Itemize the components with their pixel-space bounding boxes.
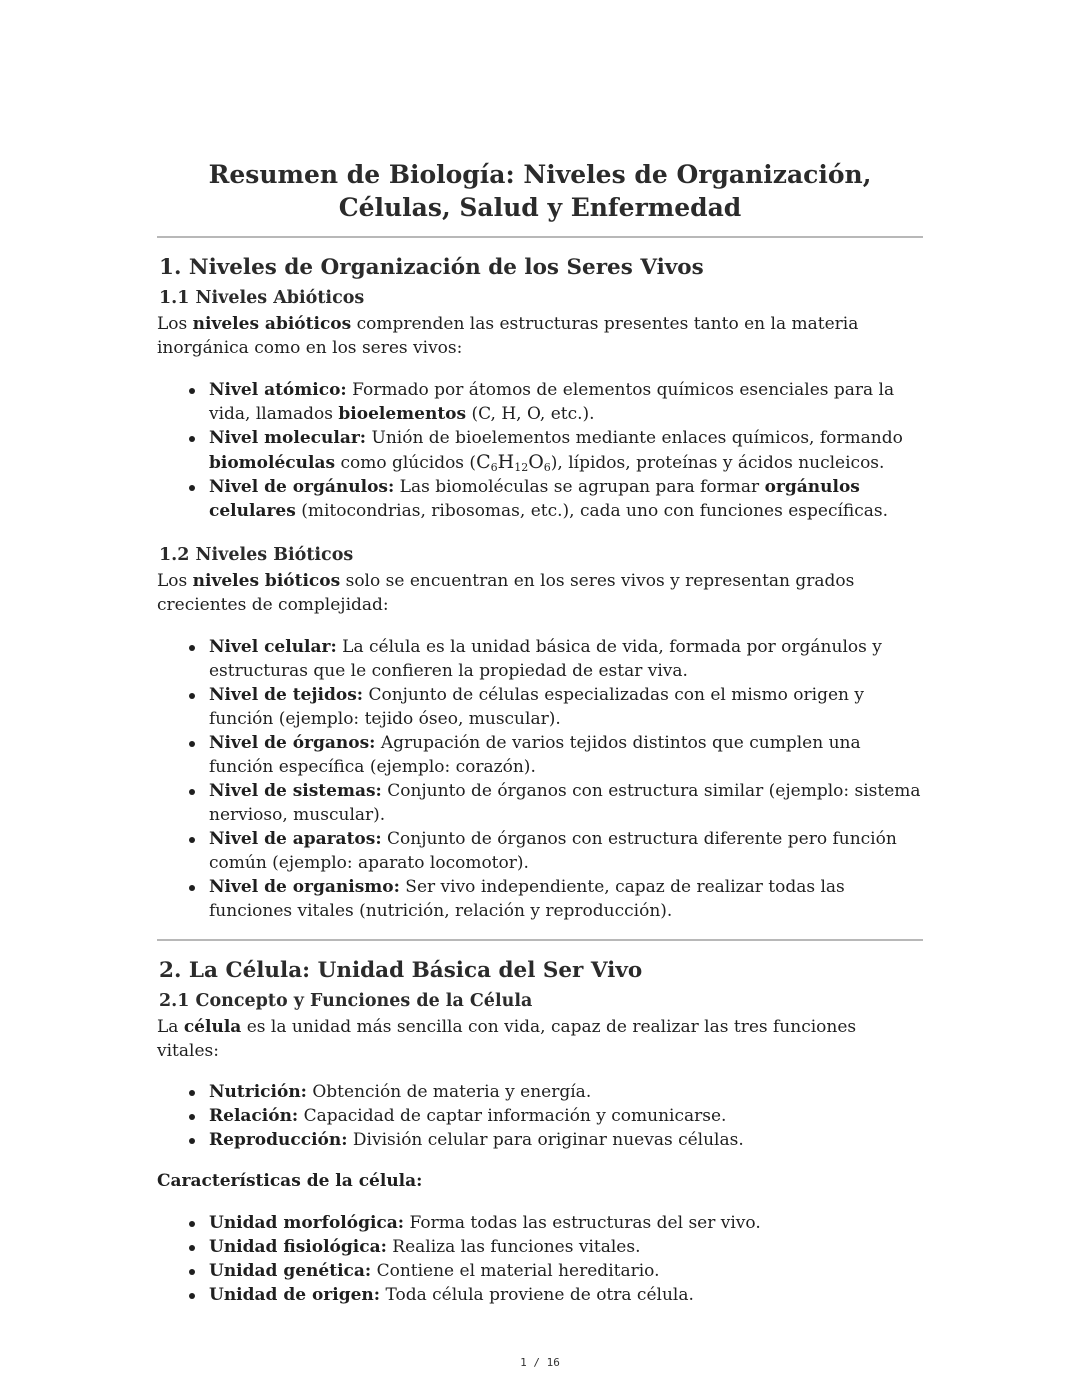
abiotic-levels-list	[157, 378, 923, 523]
list-item: Unidad de origen: Toda célula proviene de otra célula.	[209, 1283, 923, 1307]
list-item: Nivel celular: La célula es la unidad básica de vida, formada por orgánulos y estructuras que le confieren la propiedad de estar viva.	[209, 635, 923, 683]
list-item: Unidad morfológica: Forma todas las estructuras del ser vivo.	[209, 1211, 923, 1235]
list-item: Nivel atómico: Formado por átomos de elementos químicos esenciales para la vida, llamados bioelementos (C, H, O, etc.).	[209, 378, 923, 426]
list-item: Nivel de organismo: Ser vivo independiente, capaz de realizar todas las funciones vitales (nutrición, relación y reproducción).	[209, 875, 923, 923]
section-1-heading: 1. Niveles de Organización de los Seres Vivos	[159, 255, 704, 280]
section-divider	[157, 939, 923, 941]
subsection-1-1-heading: 1.1 Niveles Abióticos	[159, 288, 365, 308]
list-item: Unidad fisiológica: Realiza las funciones vitales.	[209, 1235, 923, 1259]
page-content	[157, 158, 923, 1307]
biotic-levels-list	[157, 635, 923, 923]
list-item: Nivel de sistemas: Conjunto de órganos con estructura similar (ejemplo: sistema nervioso, muscular).	[209, 779, 923, 827]
subsection-2-1-heading: 2.1 Concepto y Funciones de la Célula	[159, 991, 533, 1011]
list-item: Nivel de órganos: Agrupación de varios tejidos distintos que cumplen una función específica (ejemplo: corazón).	[209, 731, 923, 779]
subsection-1-1-intro: Los niveles abióticos comprenden las estructuras presentes tanto en la materia inorgánica como en los seres vivos:	[157, 314, 859, 358]
subsection-1-2-heading: 1.2 Niveles Bióticos	[159, 545, 354, 565]
list-item: Nivel de tejidos: Conjunto de células especializadas con el mismo origen y función (ejemplo: tejido óseo, muscular).	[209, 683, 923, 731]
list-item: Unidad genética: Contiene el material hereditario.	[209, 1259, 923, 1283]
glucose-formula: $C_6H_{12}O_6$	[476, 451, 551, 474]
cell-characteristics-heading: Características de la célula:	[157, 1171, 423, 1191]
list-item: Nivel molecular: Unión de bioelementos mediante enlaces químicos, formando biomoléculas como glúcidos $(C_6H_{12}O_6)$, lípidos, proteínas y ácidos nucleicos.	[209, 426, 923, 475]
section-2-heading: 2. La Célula: Unidad Básica del Ser Vivo	[159, 958, 643, 983]
page-number: 1 / 16	[520, 1356, 560, 1369]
title-divider	[157, 236, 923, 238]
list-item: Nivel de orgánulos: Las biomoléculas se agrupan para formar orgánulos celulares (mitocondrias, ribosomas, etc.), cada uno con funciones específicas.	[209, 475, 923, 523]
vital-functions-list	[157, 1080, 923, 1152]
list-item: Nivel de aparatos: Conjunto de órganos con estructura diferente pero función común (ejemplo: aparato locomotor).	[209, 827, 923, 875]
list-item: Nutrición: Obtención de materia y energía.	[209, 1080, 923, 1104]
list-item: Relación: Capacidad de captar información y comunicarse.	[209, 1104, 923, 1128]
document-title: Resumen de Biología: Niveles de Organización, Células, Salud y Enfermedad	[208, 160, 872, 222]
cell-characteristics-list	[157, 1211, 923, 1307]
subsection-1-2-intro: Los niveles bióticos solo se encuentran en los seres vivos y representan grados crecientes de complejidad:	[157, 571, 855, 615]
subsection-2-1-intro: La célula es la unidad más sencilla con vida, capaz de realizar las tres funciones vitales:	[157, 1017, 857, 1061]
list-item: Reproducción: División celular para originar nuevas células.	[209, 1128, 923, 1152]
